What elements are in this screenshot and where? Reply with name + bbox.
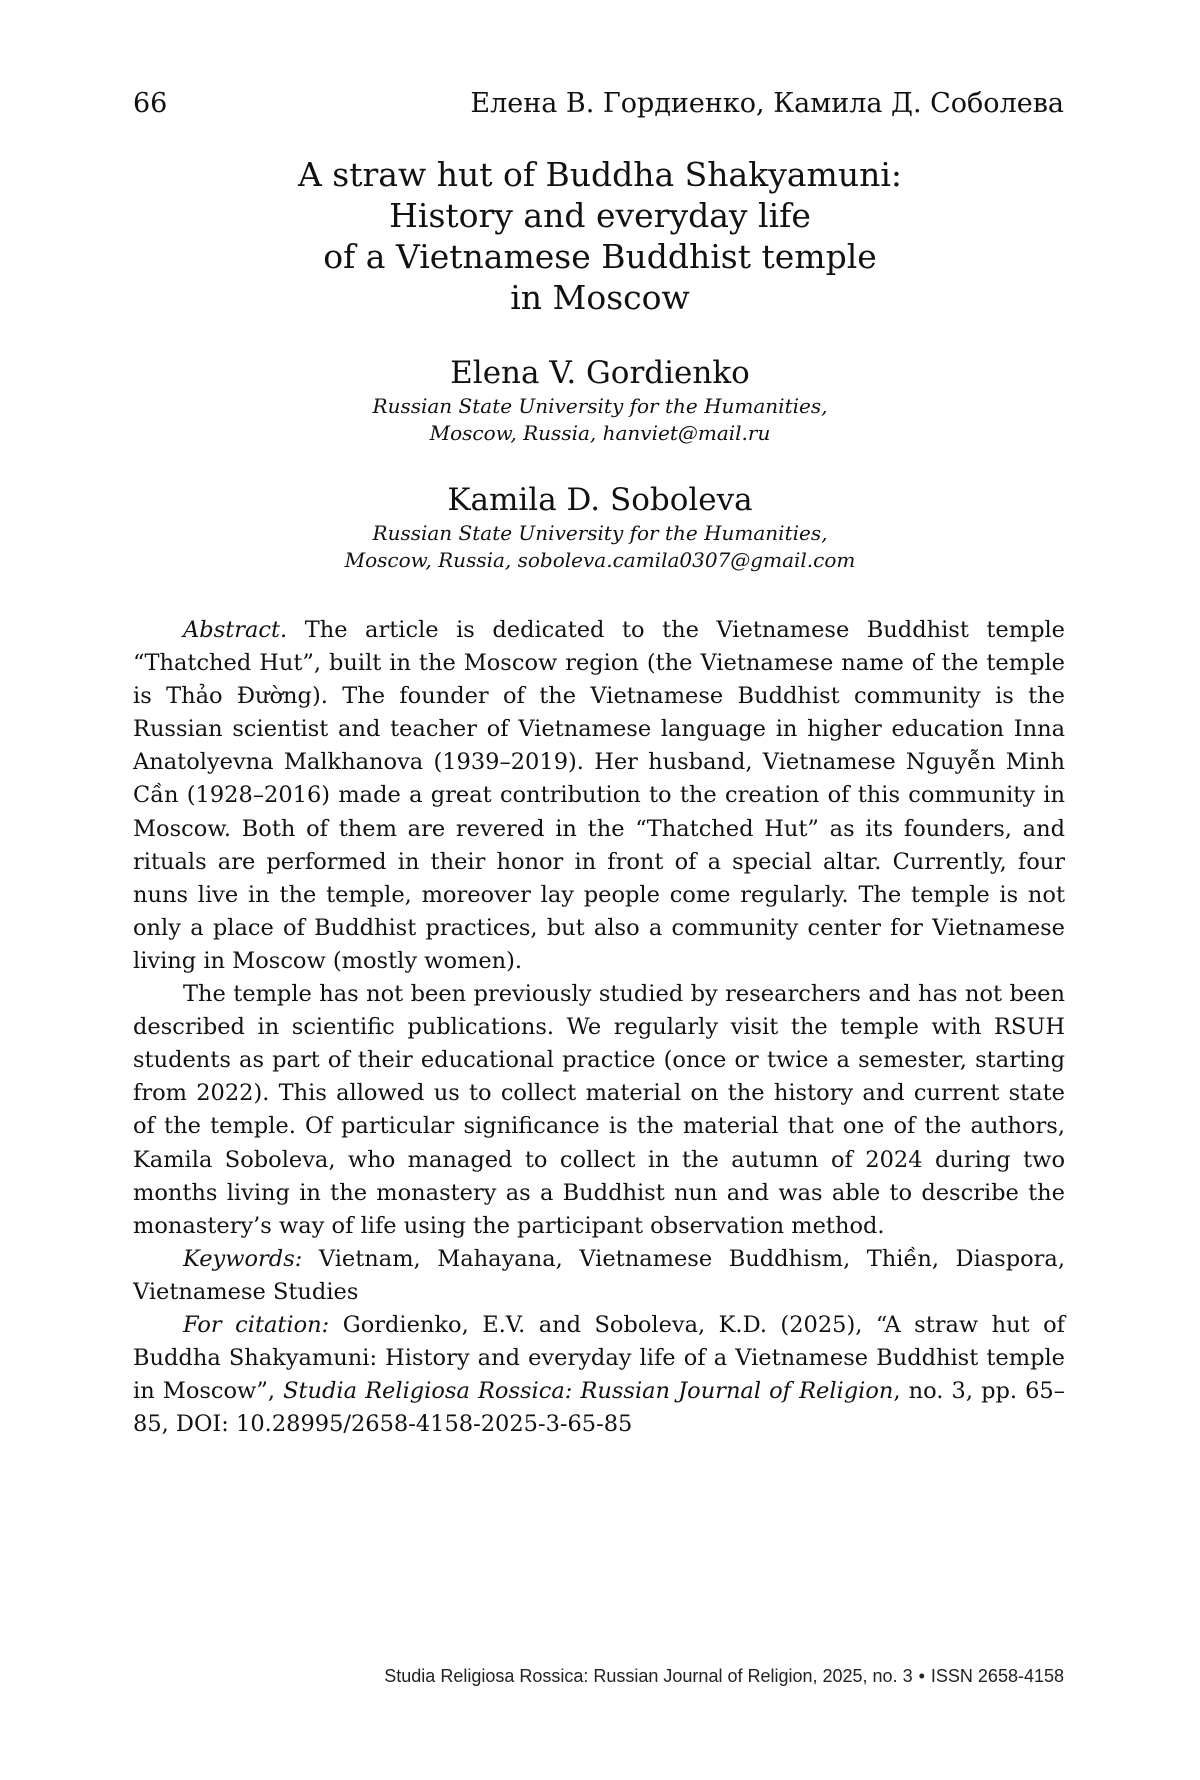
affiliation-line: Moscow, Russia, hanviet@mail.ru [429, 421, 771, 445]
author-name: Elena V. Gordienko [450, 355, 750, 391]
affiliation-line: Russian State University for the Humanities, [372, 394, 828, 418]
title-line: of a Vietnamese Buddhist temple [323, 237, 877, 276]
running-head [133, 88, 1064, 124]
title-line: A straw hut of Buddha Shakyamuni: [297, 155, 903, 194]
article-title [200, 154, 1000, 318]
abstract-label: Abstract. [183, 617, 288, 643]
title-line: in Moscow [510, 278, 690, 317]
title-line: History and everyday life [389, 196, 811, 235]
citation-text: Gordienko, E.V. and Soboleva, K.D. (2025), “A straw hut of Buddha Shakyamuni: History and everyday life of a Vietnamese Buddhist temple in Moscow”, [133, 1311, 1066, 1405]
author-name: Kamila D. Soboleva [447, 482, 753, 518]
footer-issn: ISSN 2658-4158 [930, 1666, 1064, 1686]
footer-journal: Studia Religiosa Rossica: Russian Journal of Religion, 2025, no. 3 [384, 1666, 913, 1686]
footer-bullet: • [918, 1666, 925, 1686]
affiliation-line: Moscow, Russia, soboleva.camila0307@gmail.com [344, 548, 856, 572]
keywords-label: Keywords: [183, 1245, 303, 1272]
abstract-text: The article is dedicated to the Vietnamese Buddhist temple “Thatched Hut”, built in the Moscow region (the Vietnamese name of the temple is Thảo Đường). The founder of the Vietnamese Buddhist community is the Russian scientist and teacher of Vietnamese language in higher education Inna Anatolyevna Malkhanova (1939–2019). Her husband, Vietnamese Nguyễn Minh Cần (1928–2016) made a great contribution to the creation of this community in Moscow. Both of them are revered in the “Thatched Hut” as its founders, and rituals are performed in their honor in front of a special altar. Currently, four nuns live in the temple, moreover lay people come regularly. The temple is not only a place of Buddhist practices, but also a community center for Vietnamese living in Moscow (mostly women). [133, 617, 1065, 974]
citation-text-end: , no. 3, pp. 65–85, DOI: 10.28995/2658-4158-2025-3-65-85 [133, 1378, 1065, 1438]
page-footer [384, 1666, 1064, 1687]
author-block [200, 480, 1000, 574]
keywords-text: Vietnam, Mahayana, Vietnamese Buddhism, Thiền, Diaspora, Vietnamese Studies [133, 1245, 1065, 1305]
running-head-authors: Елена В. Гордиенко, Камила Д. Соболева [470, 88, 1064, 119]
abstract-section [133, 614, 1065, 1441]
abstract-paragraph: The temple has not been previously studied by researchers and has not been described in scientific publications. We regularly visit the temple with RSUH students as part of their educational practice (once or twice a semester, starting from 2022). This allowed us to collect material on the history and current state of the temple. Of particular significance is the material that one of the authors, Kamila Soboleva, who managed to collect in the autumn of 2024 during two months living in the monastery as a Buddhist nun and was able to describe the monastery’s way of life using the participant observation method. [133, 981, 1065, 1239]
citation-paragraph [133, 1309, 1065, 1441]
author-block [200, 353, 1000, 447]
keywords-paragraph [133, 1243, 1065, 1309]
page-number: 66 [133, 88, 168, 119]
author-affiliation [200, 520, 1000, 574]
author-affiliation [200, 393, 1000, 447]
abstract-paragraph [133, 614, 1065, 978]
citation-label: For citation: [183, 1311, 330, 1338]
citation-journal: Studia Religiosa Rossica: Russian Journal of Religion [283, 1378, 894, 1405]
affiliation-line: Russian State University for the Humanities, [372, 521, 828, 545]
